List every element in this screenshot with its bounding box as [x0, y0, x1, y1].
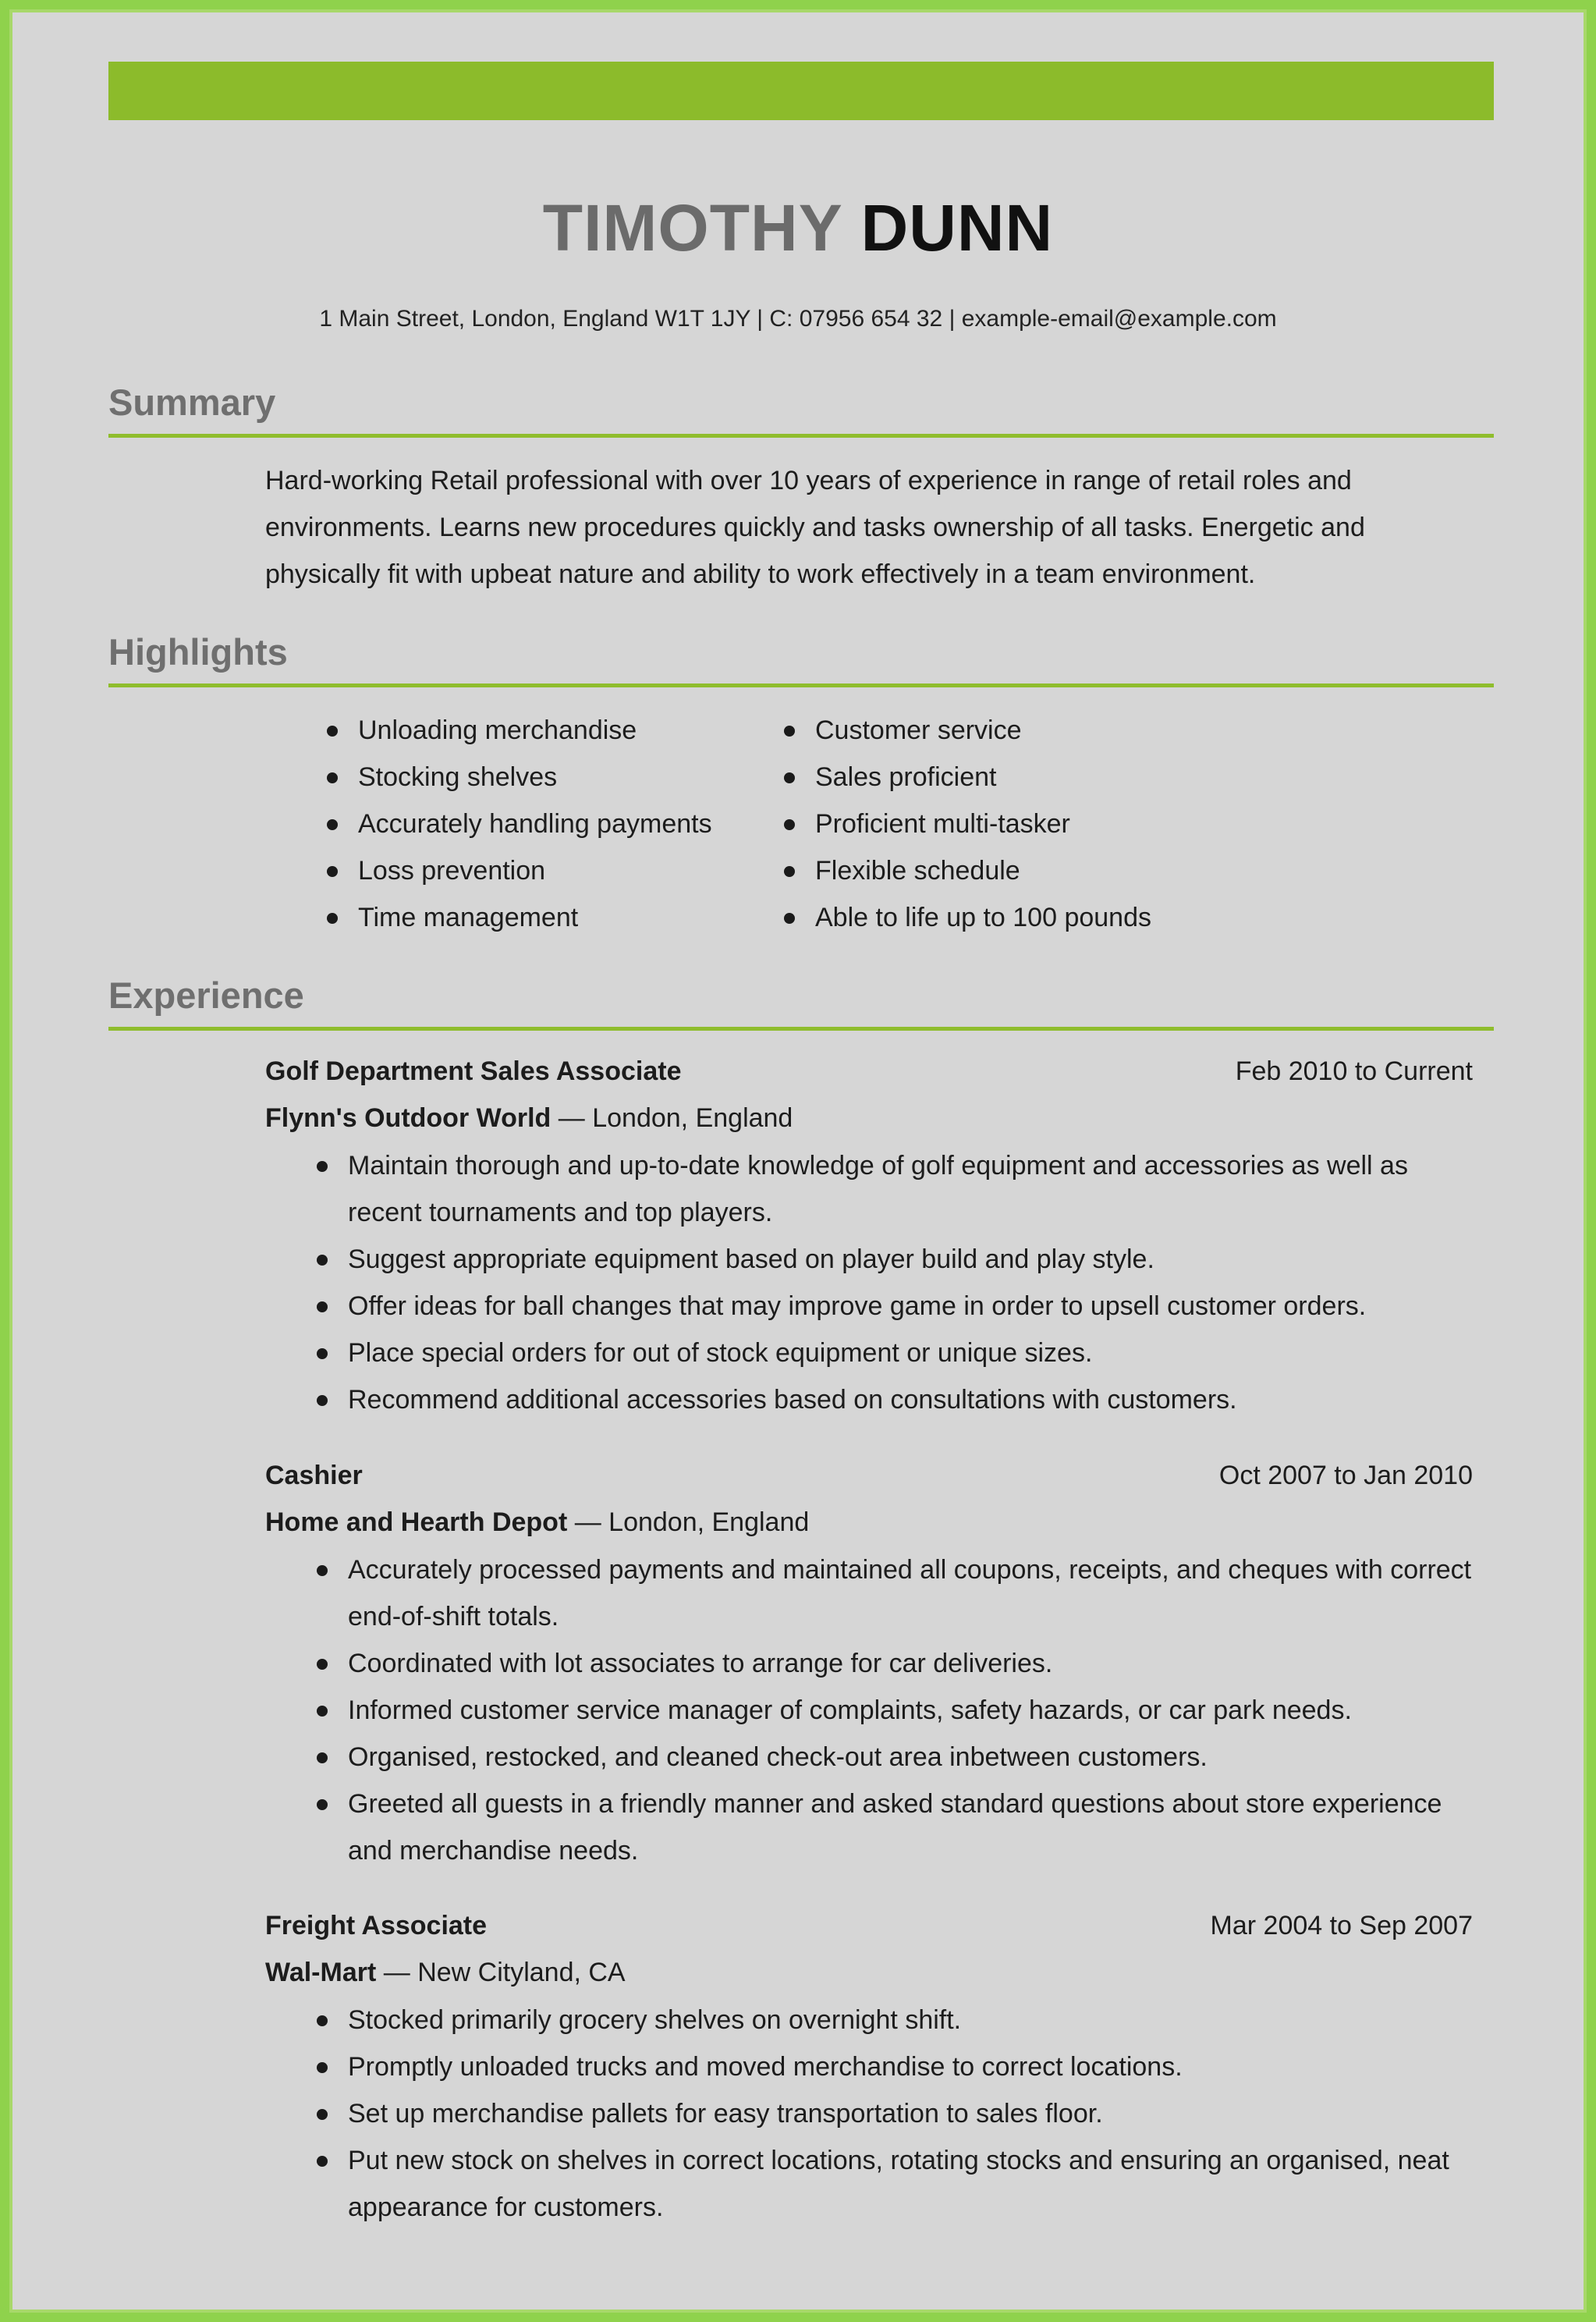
bullet-icon	[317, 1565, 328, 1576]
list-item: Proficient multi-tasker	[815, 801, 1151, 847]
summary-heading: Summary	[108, 382, 276, 423]
company-name: Home and Hearth Depot	[265, 1507, 568, 1537]
bullet-icon	[784, 726, 795, 737]
job-duties-list	[348, 1142, 1487, 1423]
company-location: — London, England	[567, 1507, 810, 1537]
highlights-divider	[108, 683, 1494, 687]
summary-text: Hard-working Retail professional with over 10 years of experience in range of retail roles and environments. Learns new procedures quickly and tasks ownership of all tasks. Energetic and physically fit with upbeat nature and ability to work effectively in a team environment.	[265, 466, 1365, 589]
list-item: Coordinated with lot associates to arrange for car deliveries.	[348, 1640, 1487, 1687]
job-employer	[265, 1958, 626, 1988]
list-item: Stocking shelves	[358, 754, 712, 801]
job-employer	[265, 1103, 793, 1134]
list-item: Able to life up to 100 pounds	[815, 894, 1151, 941]
company-name: Flynn's Outdoor World	[265, 1103, 552, 1133]
bullet-icon	[317, 2156, 328, 2167]
resume-page	[9, 9, 1587, 2313]
bullet-icon	[784, 819, 795, 830]
job-dates: Feb 2010 to Current	[1235, 1056, 1473, 1086]
bullet-icon	[317, 1395, 328, 1406]
highlights-right-list	[815, 707, 1151, 941]
company-location: — New Cityland, CA	[376, 1958, 626, 1987]
job-title: Cashier	[265, 1461, 363, 1490]
bullet-icon	[784, 913, 795, 924]
company-name: Wal-Mart	[265, 1958, 377, 1987]
bullet-icon	[317, 2062, 328, 2073]
list-item: Stocked primarily grocery shelves on overnight shift.	[348, 1997, 1487, 2043]
list-item: Recommend additional accessories based on consultations with customers.	[348, 1376, 1487, 1423]
last-name: DUNN	[860, 191, 1054, 265]
list-item: Put new stock on shelves in correct locations, rotating stocks and ensuring an organised, neat appearance for customers.	[348, 2137, 1487, 2231]
list-item: Informed customer service manager of complaints, safety hazards, or car park needs.	[348, 1687, 1487, 1734]
job-title: Freight Associate	[265, 1911, 488, 1940]
bullet-icon	[784, 772, 795, 783]
summary-divider	[108, 434, 1494, 438]
job-dates: Oct 2007 to Jan 2010	[1218, 1461, 1473, 1490]
list-item: Flexible schedule	[815, 847, 1151, 894]
bullet-icon	[317, 1348, 328, 1359]
bullet-icon	[327, 866, 338, 877]
bullet-icon	[317, 1161, 328, 1172]
list-item: Set up merchandise pallets for easy transportation to sales floor.	[348, 2090, 1487, 2137]
job-dates: Mar 2004 to Sep 2007	[1210, 1911, 1473, 1940]
experience-divider	[108, 1027, 1494, 1031]
list-item: Greeted all guests in a friendly manner and asked standard questions about store experience and merchandise needs.	[348, 1781, 1487, 1874]
bullet-icon	[317, 1255, 328, 1266]
bullet-icon	[317, 1799, 328, 1810]
list-item: Accurately processed payments and maintained all coupons, receipts, and cheques with correct end-of-shift totals.	[348, 1546, 1487, 1640]
list-item: Time management	[358, 894, 712, 941]
job-duties-list	[348, 1546, 1487, 1874]
bullet-icon	[317, 1659, 328, 1670]
bullet-icon	[327, 772, 338, 783]
bullet-icon	[784, 866, 795, 877]
list-item: Customer service	[815, 707, 1151, 754]
highlights-heading: Highlights	[108, 631, 288, 673]
candidate-name	[12, 190, 1584, 266]
experience-heading: Experience	[108, 975, 304, 1016]
highlights-left-list	[358, 707, 712, 941]
list-item: Maintain thorough and up-to-date knowledge of golf equipment and accessories as well as recent tournaments and top players.	[348, 1142, 1487, 1236]
header-accent-bar	[108, 62, 1494, 120]
bullet-icon	[317, 2109, 328, 2120]
bullet-icon	[317, 1706, 328, 1717]
list-item: Promptly unloaded trucks and moved merchandise to correct locations.	[348, 2043, 1487, 2090]
list-item: Offer ideas for ball changes that may improve game in order to upsell customer orders.	[348, 1283, 1487, 1330]
list-item: Suggest appropriate equipment based on player build and play style.	[348, 1236, 1487, 1283]
job-title: Golf Department Sales Associate	[265, 1056, 682, 1086]
bullet-icon	[327, 819, 338, 830]
job-duties-list	[348, 1997, 1487, 2231]
job-employer	[265, 1507, 809, 1538]
bullet-icon	[317, 1752, 328, 1763]
first-name: TIMOTHY	[542, 191, 842, 265]
bullet-icon	[317, 1301, 328, 1312]
list-item: Sales proficient	[815, 754, 1151, 801]
list-item: Organised, restocked, and cleaned check-out area inbetween customers.	[348, 1734, 1487, 1781]
list-item: Accurately handling payments	[358, 801, 712, 847]
list-item: Unloading merchandise	[358, 707, 712, 754]
bullet-icon	[327, 726, 338, 737]
bullet-icon	[317, 2015, 328, 2026]
contact-line: 1 Main Street, London, England W1T 1JY | C: 07956 654 32 | example-email@example.com	[319, 306, 1277, 332]
list-item: Place special orders for out of stock equipment or unique sizes.	[348, 1330, 1487, 1376]
list-item: Loss prevention	[358, 847, 712, 894]
company-location: — London, England	[551, 1103, 793, 1133]
bullet-icon	[327, 913, 338, 924]
